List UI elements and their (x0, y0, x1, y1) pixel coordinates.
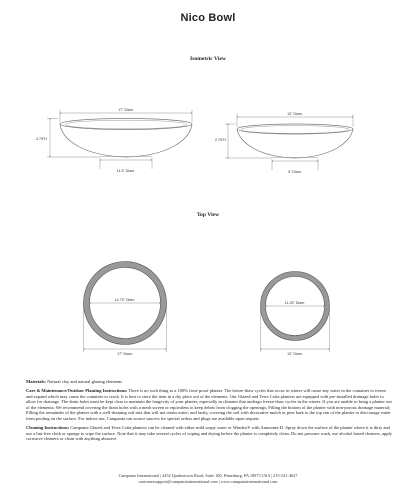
cleaning-label: Cleaning Instructions: (26, 424, 70, 430)
large-outer-diameter-label: 17" Diam. (117, 352, 133, 356)
care-text: There is no such thing as a 100% frost-proof planter. The freeze-thaw cycles that occur in winter will cause any water in the container to freeze and expand which may cause the container to crack. It is best to store the item in a dry place out of the elements. Our Glazed and Terra Cotta planters are equipped with pre-installed drainage holes to allow for drainage. The drain holes must be kept clear to maintain the longevity of your planter, especially in climates that undergo freeze-thaw cycles in the winter. If you are unable to bring a planter out of the elements: We recommend covering the drain holes with a mesh screen or equivalent to keep debris from clogging the openings; Filling the bottom of the planter with non-porous drainage material; Filling the remainder of the planter with a well-draining soil mix that will not retain water; and lastly, covering the soil with decorative mulch or pine bark to the top rim of the planter to discourage water from pooling on the surface. For indoor use, Campania can source saucers for special orders and plugs are available upon request. (26, 387, 392, 421)
large-bowl-isometric (60, 119, 192, 158)
materials-label: Materials: (26, 379, 46, 384)
footer-contact: customersupport@campaniainternational.com | www.campaniainternational.com (138, 478, 278, 484)
materials-text: Natural clay and natural glazing elements (47, 379, 122, 384)
isometric-view-heading: Isometric View (190, 56, 226, 62)
small-height-label: 2.75"H (215, 138, 226, 142)
cleaning-text: Campania Glazed and Terra Cotta planters can be cleaned with either mild soapy water or Windex® with Ammonia-D. Spray down the surface of the planter where it is dirty and use a lint-free cloth or sponge to wipe the surface. Note that it may take several cycles of wiping and drying before the planter is completely clean. Do not pressure wash, use alcohol based cleaners, apply corrosive cleaners or clean with anything abrasive. (26, 424, 392, 442)
large-inner-diameter-label: 14.75" Diam. (114, 298, 136, 302)
care-label: Care & Maintenance/Outdoor Planting Instructions: (26, 387, 128, 393)
care-paragraph (26, 388, 392, 422)
small-base-diameter-label: 9" Diam. (288, 170, 302, 174)
page-title: Nico Bowl (180, 12, 236, 24)
footer-address: Campania International | 2452 Quakertown Road, Suite 100, Pennsburg, PA 18073 USA | 215-541-4627 (118, 473, 298, 478)
top-view-heading: Top View (196, 212, 220, 218)
large-base-diameter-label: 11.5" Diam. (116, 169, 136, 173)
large-top-diameter-label: 17" Diam. (118, 108, 134, 112)
large-height-label: 3.75"H (36, 137, 47, 141)
cleaning-paragraph (26, 425, 392, 442)
page-footer (0, 473, 416, 484)
materials-paragraph (26, 379, 392, 385)
product-notes (26, 379, 392, 445)
small-bowl-isometric (237, 124, 353, 158)
small-inner-diameter-label: 11.25" Diam. (284, 301, 306, 305)
small-outer-diameter-label: 13" Diam. (287, 352, 303, 356)
small-top-diameter-label: 13" Diam. (287, 112, 303, 116)
